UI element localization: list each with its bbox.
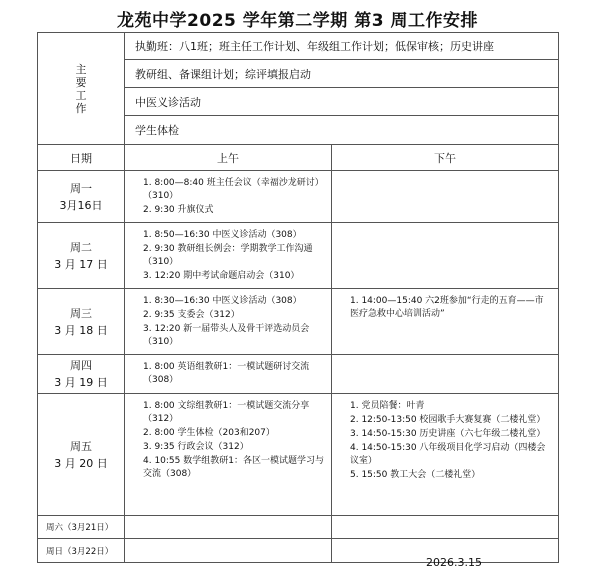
pm-cell xyxy=(332,516,559,539)
schedule-item: 1. 14:00—15:40 六2班参加“行走的五育——市医疗急救中心培训活动” xyxy=(350,296,544,319)
schedule-item: 3. 12:20 新一届带头人及骨干评选动员会（310） xyxy=(143,324,310,347)
main-task: 学生体检 xyxy=(125,116,559,145)
saturday-cell: 周六（3月21日） xyxy=(38,516,125,539)
schedule-item: 2. 9:30 升旗仪式 xyxy=(143,205,214,215)
schedule-item: 1. 党员陪餐：叶青 xyxy=(350,401,425,411)
footer-date: 2026.3.15 xyxy=(426,556,482,569)
schedule-item: 4. 10:55 数学组教研1：各区一模试题学习与交流（308） xyxy=(143,456,324,479)
day-row xyxy=(38,289,559,355)
day-name: 周四 xyxy=(70,359,92,372)
schedule-item: 3. 9:35 行政会议（312） xyxy=(143,442,249,452)
am-cell xyxy=(125,171,332,223)
am-cell xyxy=(125,223,332,289)
schedule-item: 3. 14:50-15:30 历史讲座（六七年级二楼礼堂） xyxy=(350,429,546,439)
schedule-item: 2. 9:35 支委会（312） xyxy=(143,310,240,320)
schedule-item: 1. 8:00—8:40 班主任会议（幸福沙龙研讨）（310） xyxy=(143,178,324,201)
day-name: 周五 xyxy=(70,439,92,453)
header-am: 上午 xyxy=(125,145,332,171)
day-name: 周二 xyxy=(70,240,92,254)
schedule-item: 1. 8:50—16:30 中医义诊活动（308） xyxy=(143,230,302,240)
main-task-row xyxy=(38,33,559,60)
day-row xyxy=(38,394,559,516)
day-row xyxy=(38,223,559,289)
schedule-item: 2. 12:50-13:50 校园歌手大赛复赛（二楼礼堂） xyxy=(350,415,546,425)
pm-cell xyxy=(332,394,559,516)
schedule-item: 2. 9:30 教研组长例会：学期教学工作沟通（310） xyxy=(143,244,313,267)
schedule-item: 2. 8:00 学生体检（203和207） xyxy=(143,428,275,438)
weekend-row xyxy=(38,516,559,539)
schedule-table xyxy=(37,32,559,563)
day-cell xyxy=(38,223,125,289)
day-cell xyxy=(38,289,125,355)
pm-cell xyxy=(332,223,559,289)
pm-cell xyxy=(332,355,559,394)
day-name: 周一 xyxy=(70,181,92,195)
day-name: 周三 xyxy=(70,306,92,320)
schedule-item: 5. 15:50 教工大会（二楼礼堂） xyxy=(350,470,481,480)
pm-cell xyxy=(332,171,559,223)
day-date: 3 月 19 日 xyxy=(54,376,108,389)
day-cell xyxy=(38,355,125,394)
day-row xyxy=(38,355,559,394)
day-cell xyxy=(38,171,125,223)
main-task: 教研组、备课组计划；综评填报启动 xyxy=(125,60,559,88)
am-cell xyxy=(125,516,332,539)
schedule-item: 3. 12:20 期中考试命题启动会（310） xyxy=(143,271,300,281)
main-work-label: 主 要 工 作 xyxy=(38,33,125,145)
schedule-item: 1. 8:00 英语组教研1：一模试题研讨交流（308） xyxy=(143,362,310,385)
header-row xyxy=(38,145,559,171)
schedule-item: 4. 14:50-15:30 八年级项目化学习启动（四楼会议室） xyxy=(350,443,546,466)
header-pm: 下午 xyxy=(332,145,559,171)
day-cell xyxy=(38,394,125,516)
am-cell xyxy=(125,539,332,563)
pm-cell xyxy=(332,289,559,355)
day-date: 3 月 18 日 xyxy=(54,323,108,337)
day-row xyxy=(38,171,559,223)
day-date: 3 月 17 日 xyxy=(54,257,108,271)
am-cell xyxy=(125,394,332,516)
sunday-cell: 周日（3月22日） xyxy=(38,539,125,563)
header-date: 日期 xyxy=(38,145,125,171)
day-date: 3月16日 xyxy=(59,198,103,212)
schedule-item: 1. 8:30—16:30 中医义诊活动（308） xyxy=(143,296,302,306)
schedule-item: 1. 8:00 文综组教研1：一模试题交流分享（312） xyxy=(143,401,310,424)
page-title: 龙苑中学2025 学年第二学期 第3 周工作安排 xyxy=(117,11,478,31)
main-task: 执勤班：八1班；班主任工作计划、年级组工作计划；低保审核；历史讲座 xyxy=(125,33,559,60)
am-cell xyxy=(125,355,332,394)
day-date: 3 月 20 日 xyxy=(54,456,108,470)
am-cell xyxy=(125,289,332,355)
main-task: 中医义诊活动 xyxy=(125,88,559,116)
